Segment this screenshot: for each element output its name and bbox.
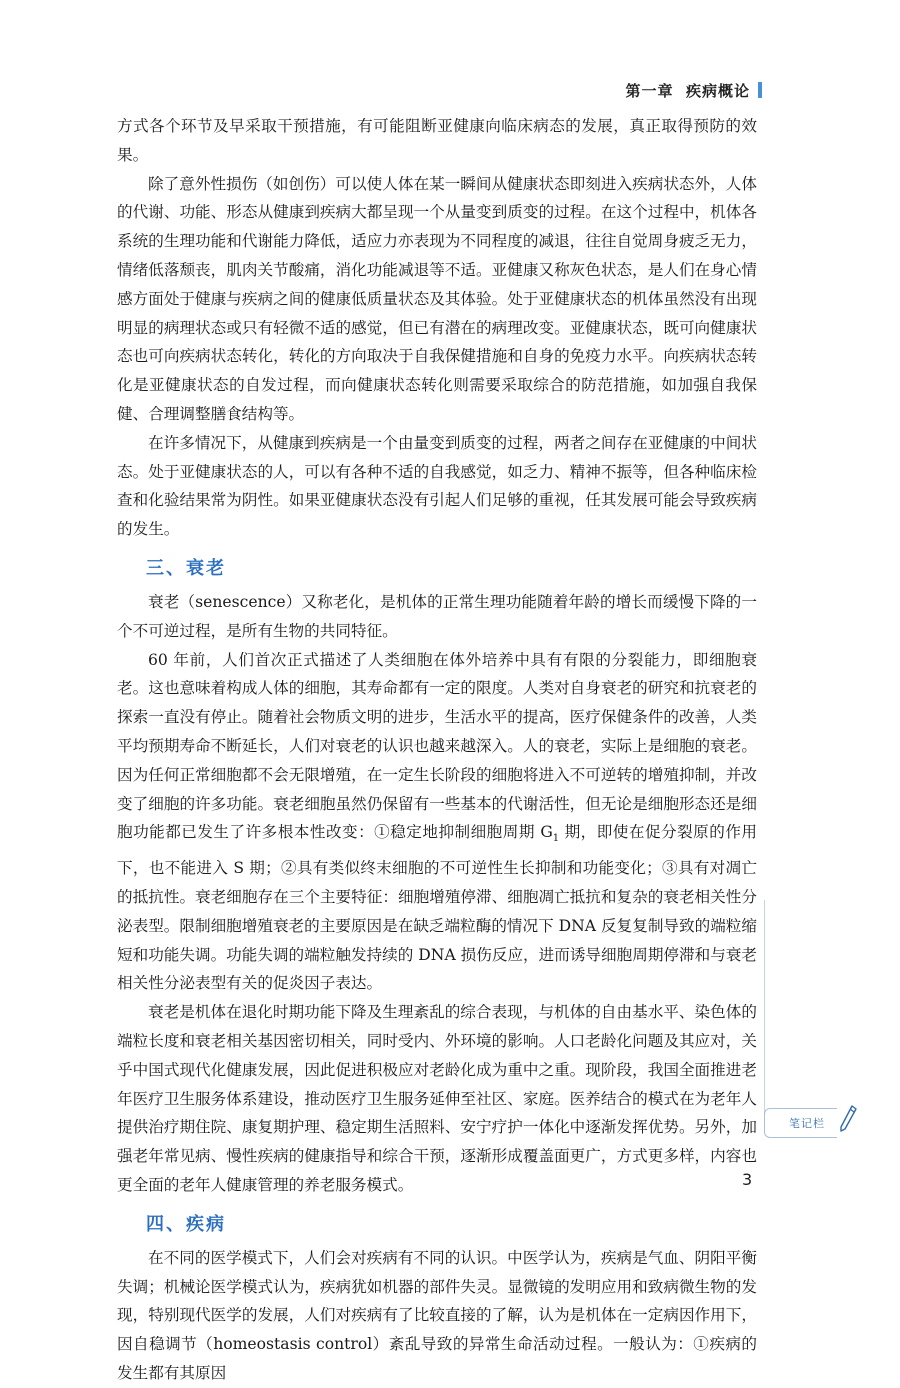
running-head	[626, 80, 762, 101]
paragraph-subhealth-process: 除了意外性损伤（如创伤）可以使人体在某一瞬间从健康状态即刻进入疾病状态外，人体的代谢、功能、形态从健康到疾病大都呈现一个从量变到质变的过程。在这个过程中，机体各系统的生理功能和代谢能力降低，适应力亦表现为不同程度的减退，往往自觉周身疲乏无力，情绪低落颓丧，肌肉关节酸痛，消化功能减退等不适。亚健康又称灰色状态，是人们在身心情感方面处于健康与疾病之间的健康低质量状态及其体验。处于亚健康状态的机体虽然没有出现明显的病理状态或只有轻微不适的感觉，但已有潜在的病理改变。亚健康状态，既可向健康状态也可向疾病状态转化，转化的方向取决于自我保健措施和自身的免疫力水平。向疾病状态转化是亚健康状态的自发过程，而向健康状态转化则需要采取综合的防范措施，如加强自我保健、合理调整膳食结构等。	[117, 174, 757, 423]
paragraph-aging-society: 衰老是机体在退化时期功能下降及生理紊乱的综合表现，与机体的自由基水平、染色体的端粒长度和衰老相关基因密切相关，同时受内、外环境的影响。人口老龄化问题及其应对，关乎中国式现代化健康发展，因此促进积极应对老龄化成为重中之重。现阶段，我国全面推进老年医疗卫生服务体系建设，推动医疗卫生服务延伸至社区、家庭。医养结合的模式在为老年人提供治疗期住院、康复期护理、稳定期生活照料、安宁疗护一体化中逐渐发挥优势。另外，加强老年常见病、慢性疾病的健康指导和综合干预，逐渐形成覆盖面更广，方式更多样，内容也更全面的老年人健康管理的养老服务模式。	[117, 1003, 757, 1194]
section-heading-disease: 四、疾病	[146, 1213, 226, 1235]
paragraph-senescence-definition: 衰老（senescence）又称老化，是机体的正常生理功能随着年龄的增长而缓慢下降的一个不可逆过程，是所有生物的共同特征。	[117, 592, 757, 640]
page-number: 3	[742, 1170, 753, 1189]
pencil-icon	[838, 1104, 858, 1134]
notes-label: 笔记栏	[789, 1117, 825, 1130]
paragraph-cellular-senescence	[117, 646, 757, 999]
section-heading-aging: 三、衰老	[146, 557, 226, 579]
notes-margin-line	[764, 900, 765, 1122]
paragraph-disease-concept: 在不同的医学模式下，人们会对疾病有不同的认识。中医学认为，疾病是气血、阴阳平衡失调；机械论医学模式认为，疾病犹如机器的部件失灵。显微镜的发明应用和致病微生物的发现，特别现代医学的发展，人们对疾病有了比较直接的了解，认为是机体在一定病因作用下，因自稳调节（homeostasis control）紊乱导致的异常生命活动过程。一般认为：①疾病的发生都有其原因	[117, 1248, 757, 1382]
main-text	[117, 112, 757, 1388]
chapter-title: 疾病概论	[685, 82, 750, 100]
chapter-label: 第一章	[625, 82, 674, 100]
cell-senescence-text-b: 期，即使在促分裂原的作用下，也不能进入 S 期；②具有类似终末细胞的不可逆性生长抑制和功能变化；③具有对凋亡的抵抗性。衰老细胞存在三个主要特征：细胞增殖停滞、细胞凋亡抵抗和复杂的衰老相关性分泌表型。限制细胞增殖衰老的主要原因是在缺乏端粒酶的情况下 DNA 反复复制导致的端粒缩短和功能失调。功能失调的端粒触发持续的 DNA 损伤反应，进而诱导细胞周期停滞和与衰老相关性分泌表型有关的促炎因子表达。	[117, 823, 757, 993]
notes-tab	[764, 1108, 837, 1138]
g1-subscript: 1	[552, 833, 560, 845]
cell-senescence-text-a: 60 年前，人们首次正式描述了人类细胞在体外培养中具有有限的分裂能力，即细胞衰老。这也意味着构成人体的细胞，其寿命都有一定的限度。人类对自身衰老的研究和抗衰老的探索一直没有停止。随着社会物质文明的进步，生活水平的提高，医疗保健条件的改善，人类平均预期寿命不断延长，人们对衰老的认识也越来越深入。人的衰老，实际上是细胞的衰老。因为任何正常细胞都不会无限增殖，在一定生长阶段的细胞将进入不可逆转的增殖抑制，并改变了细胞的许多功能。衰老细胞虽然仍保留有一些基本的代谢活性，但无论是细胞形态还是细胞功能都已发生了许多根本性改变：①稳定地抑制细胞周期 G	[117, 650, 757, 842]
paragraph-prevention: 方式各个环节及早采取干预措施，有可能阻断亚健康向临床病态的发展，真正取得预防的效果。	[117, 117, 757, 164]
paragraph-subhealth-state: 在许多情况下，从健康到疾病是一个由量变到质变的过程，两者之间存在亚健康的中间状态。处于亚健康状态的人，可以有各种不适的自我感觉，如乏力、精神不振等，但各种临床检查和化验结果常为阴性。如果亚健康状态没有引起人们足够的重视，任其发展可能会导致疾病的发生。	[117, 433, 757, 539]
header-accent-bar	[758, 82, 762, 98]
